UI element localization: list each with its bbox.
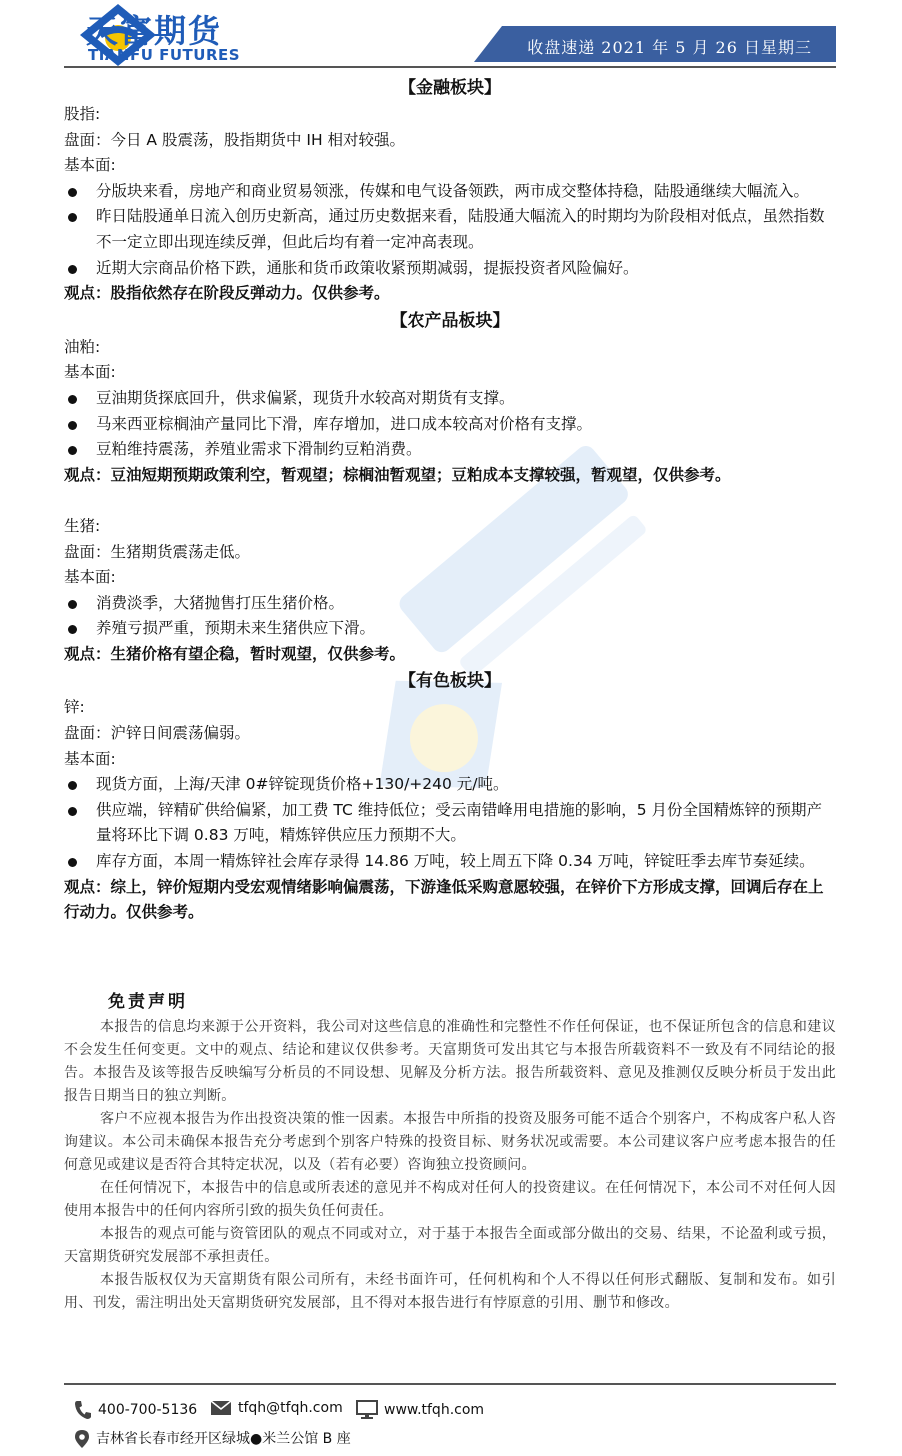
fundamentals-label: 基本面:: [64, 568, 116, 587]
bullet-dot-icon: [68, 858, 77, 867]
location-pin-icon: [74, 1429, 90, 1449]
phone-icon: [74, 1400, 92, 1420]
disclaimer-paragraph: 本报告版权仅为天富期货有限公司所有，未经书面许可，任何机构和个人不得以任何形式翻版、复制和发布。如引用、刊发，需注明出处天富期货研究发展部，且不得对本报告进行有悖原意的引用、删节和修改。: [64, 1272, 836, 1311]
list-item: 马来西亚棕榈油产量同比下滑，库存增加，进口成本较高对价格有支撑。: [64, 412, 836, 438]
list-item: 供应端，锌精矿供给偏紧，加工费 TC 维持低位；受云南错峰用电措施的影响，5 月份全国精炼锌的预期产量将环比下调 0.83 万吨，精炼锌供应压力预期不大。: [64, 798, 836, 849]
list-item: 豆油期货探底回升，供求偏紧，现货升水较高对期货有支撑。: [64, 386, 836, 412]
disclaimer-paragraph: 本报告的信息均来源于公开资料，我公司对这些信息的准确性和完整性不作任何保证，也不保证所包含的信息和建议不会发生任何变更。文中的观点、结论和建议仅供参考。天富期货可发出其它与本报告所载资料不一致及有不同结论的报告。本报告及该等报告反映编写分析员的不同设想、见解及分析方法。报告所载资料、意见及推测仅反映分析员于发出此报告日期当日的独立判断。: [64, 1019, 836, 1104]
disclaimer-paragraph: 本报告的观点可能与资管团队的观点不同或对立，对于基于本报告全面或部分做出的交易、结果，不论盈利或亏损，天富期货研究发展部不承担责任。: [64, 1226, 836, 1265]
list-item: 消费淡季，大猪抛售打压生猪价格。: [64, 591, 836, 617]
disclaimer-title: 免责声明: [108, 992, 188, 1012]
view-statement: 观点：豆油短期预期政策利空，暂观望；棕榈油暂观望；豆粕成本支撑较强，暂观望，仅供参考。: [64, 465, 731, 484]
view-statement: 观点：股指依然存在阶段反弹动力。仅供参考。: [64, 284, 390, 303]
bullet-dot-icon: [68, 446, 77, 455]
list-item: 养殖亏损严重，预期未来生猪供应下滑。: [64, 616, 836, 642]
disclaimer-paragraph: 在任何情况下，本报告中的信息或所表述的意见并不构成对任何人的投资建议。在任何情况下，本公司不对任何人因使用本报告中的任何内容所引致的损失负任何责任。: [64, 1180, 836, 1219]
footer-email[interactable]: tfqh@tfqh.com: [210, 1400, 343, 1416]
disclaimer: [64, 988, 836, 1315]
bullet-dot-icon: [68, 188, 77, 197]
bullet-dot-icon: [68, 781, 77, 790]
list-item: 近期大宗商品价格下跌，通胀和货币政策收紧预期减弱，提振投资者风险偏好。: [64, 256, 836, 282]
bullet-dot-icon: [68, 213, 77, 222]
market-summary: 盘面：今日 A 股震荡，股指期货中 IH 相对较强。: [64, 130, 406, 149]
subsection-zinc: 锌:: [64, 698, 85, 717]
footer-address: 吉林省长春市经开区绿城●米兰公馆 B 座: [74, 1428, 351, 1449]
fundamentals-label: 基本面:: [64, 363, 116, 382]
bullet-list: [64, 772, 836, 874]
market-summary: 盘面：沪锌日间震荡偏弱。: [64, 724, 251, 743]
report-body: [64, 74, 836, 926]
subsection-oil-meal: 油粕:: [64, 337, 101, 356]
list-item: 豆粕维持震荡，养殖业需求下滑制约豆粕消费。: [64, 437, 836, 463]
footer-phone: 400-700-5136: [74, 1400, 197, 1420]
monitor-icon: [356, 1400, 378, 1420]
fundamentals-label: 基本面:: [64, 749, 116, 768]
page-header: [0, 0, 902, 70]
list-item: 现货方面，上海/天津 0#锌锭现货价格+130/+240 元/吨。: [64, 772, 836, 798]
footer-divider: [64, 1383, 836, 1385]
bullet-dot-icon: [68, 395, 77, 404]
disclaimer-paragraph: 客户不应视本报告为作出投资决策的惟一因素。本报告中所指的投资及服务可能不适合个别客户，不构成客户私人咨询建议。本公司未确保本报告充分考虑到个别客户特殊的投资目标、财务状况或需要。本公司建议客户应考虑本报告的任何意见或建议是否符合其特定状况，以及（若有必要）咨询独立投资顾问。: [64, 1111, 836, 1173]
mail-icon: [210, 1400, 232, 1416]
section-title-agri: 【农产品板块】: [390, 310, 510, 331]
footer-website[interactable]: www.tfqh.com: [356, 1400, 484, 1420]
bullet-list: [64, 386, 836, 463]
logo-english-name: TIANFU FUTURES: [88, 46, 241, 64]
subsection-hog: 生猪:: [64, 516, 101, 535]
section-title-metal: 【有色板块】: [399, 671, 501, 692]
logo-chinese-name: 天富期货: [86, 12, 223, 50]
view-statement: 观点：综上，锌价短期内受宏观情绪影响偏震荡，下游逢低采购意愿较强，在锌价下方形成支撑，回调后存在上行动力。仅供参考。: [64, 877, 824, 922]
view-statement: 观点：生猪价格有望企稳，暂时观望，仅供参考。: [64, 644, 406, 663]
bullet-dot-icon: [68, 625, 77, 634]
list-item: 分版块来看，房地产和商业贸易领涨，传媒和电气设备领跌，两市成交整体持稳，陆股通继续大幅流入。: [64, 179, 836, 205]
bullet-list: [64, 591, 836, 642]
bullet-dot-icon: [68, 421, 77, 430]
bullet-dot-icon: [68, 807, 77, 816]
list-item: 库存方面，本周一精炼锌社会库存录得 14.86 万吨，较上周五下降 0.34 万吨，锌锭旺季去库节奏延续。: [64, 849, 836, 875]
subsection-stock-index: 股指:: [64, 105, 101, 123]
bullet-dot-icon: [68, 265, 77, 274]
report-date: 收盘速递 2021 年 5 月 26 日星期三: [527, 38, 812, 57]
bullet-dot-icon: [68, 600, 77, 609]
market-summary: 盘面：生猪期货震荡走低。: [64, 542, 251, 561]
section-title-finance: 【金融板块】: [399, 78, 501, 98]
header-divider: [64, 66, 836, 68]
bullet-list: [64, 179, 836, 281]
fundamentals-label: 基本面:: [64, 156, 116, 175]
list-item: 昨日陆股通单日流入创历史新高，通过历史数据来看，陆股通大幅流入的时期均为阶段相对低点，虽然指数不一定立即出现连续反弹，但此后均有着一定冲高表现。: [64, 204, 836, 255]
